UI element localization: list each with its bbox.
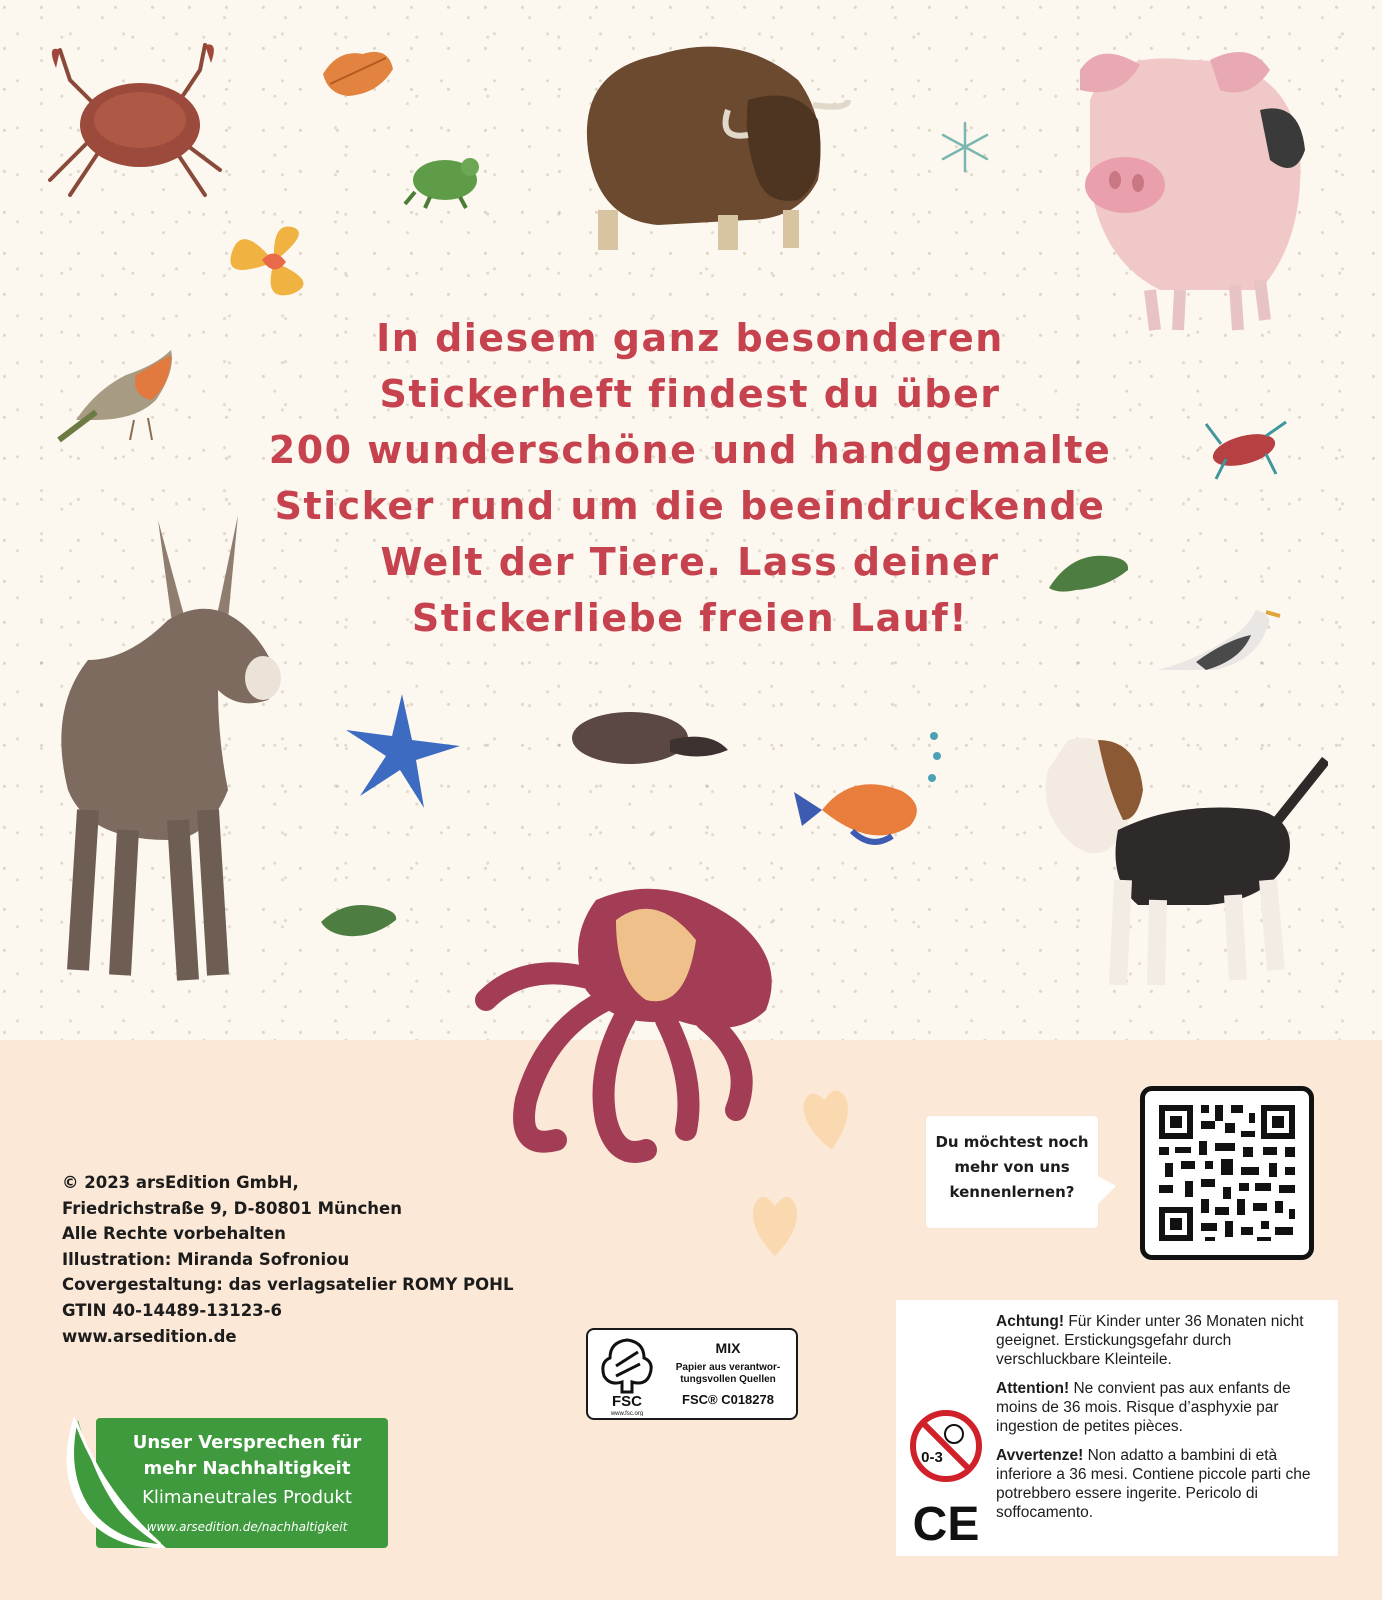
website-link[interactable]: www.arsedition.de [62, 1326, 237, 1346]
snowflake-icon [938, 120, 992, 174]
imprint-line: Illustration: Miranda Sofroniou [62, 1249, 350, 1269]
donkey-illustration [48, 510, 284, 990]
octopus-illustration [466, 880, 786, 1170]
robin-illustration [56, 330, 186, 445]
crab-illustration [30, 30, 250, 210]
sustainability-subtitle: Klimaneutrales Produkt [142, 1487, 352, 1508]
age-label: 0-3 [921, 1449, 943, 1466]
safety-warning [896, 1300, 1338, 1556]
fsc-mix: MIX [715, 1340, 741, 1356]
heart-icon-small [748, 1186, 802, 1258]
warning-it-text: Non adatto a bambini di età inferiore a 36 mesi. Contiene piccole parti che potrebbero essere ingerite. Pericolo di soffocamento. [996, 1447, 1311, 1521]
warning-it-title: Avvertenze! [996, 1447, 1084, 1464]
warning-de-title: Achtung! [996, 1313, 1065, 1330]
heart-icon [800, 1082, 854, 1152]
beagle-illustration [1028, 730, 1328, 1000]
warning-de [996, 1312, 1326, 1369]
qr-prompt-line: Du möchtest noch [935, 1133, 1089, 1151]
qr-prompt [926, 1130, 1098, 1205]
imprint-line: Alle Rechte vorbehalten [62, 1224, 286, 1244]
imprint-line: Friedrichstraße 9, D-80801 München [62, 1198, 402, 1218]
pig-illustration [1060, 40, 1330, 340]
musk-ox-illustration [568, 30, 858, 258]
fsc-label [586, 1328, 798, 1420]
fsc-desc-1: Papier aus verantwor- [675, 1362, 781, 1373]
warning-fr [996, 1379, 1326, 1436]
intro-line: Welt der Tiere. Lass deiner [380, 540, 1000, 584]
intro-text [260, 310, 1120, 646]
qr-speech-bubble [926, 1116, 1098, 1228]
ce-label: CE [912, 1498, 980, 1548]
warning-fr-text: Ne convient pas aux enfants de moins de 36 mois. Risque d’asphyxie par ingestion de petites pièces. [996, 1380, 1291, 1435]
sustainability-title-1: Unser Versprechen für [132, 1432, 362, 1453]
qr-prompt-line: kennenlernen? [949, 1183, 1075, 1201]
fsc-logo-text: FSC [612, 1393, 642, 1410]
imprint [62, 1170, 522, 1349]
fsc-desc-2: tungsvollen Quellen [680, 1374, 776, 1385]
intro-line: In diesem ganz besonderen [376, 316, 1004, 360]
intro-line: 200 wunderschöne und handgemalte [268, 428, 1112, 472]
warning-fr-title: Attention! [996, 1380, 1070, 1397]
imprint-line: © 2023 arsEdition GmbH, [62, 1173, 299, 1192]
flower-illustration [222, 222, 326, 302]
fsc-site: www.fsc.org [610, 1411, 644, 1416]
seagull-illustration [1156, 600, 1282, 692]
sustainability-title-2: mehr Nachhaltigkeit [143, 1458, 351, 1479]
qr-code-icon [1145, 1091, 1309, 1255]
qr-code[interactable] [1140, 1086, 1314, 1260]
autumn-leaf-illustration [318, 44, 398, 104]
intro-line: Stickerheft findest du über [379, 372, 1001, 416]
sustainability-url[interactable]: www.arsedition.de/nachhaltigkeit [146, 1520, 348, 1534]
sustainability-badge [62, 1412, 388, 1552]
age-warning-icon [908, 1408, 984, 1484]
warning-de-text: Für Kinder unter 36 Monaten nicht geeignet. Erstickungsgefahr durch verschluckbare Kleinteile. [996, 1313, 1304, 1368]
qr-prompt-line: mehr von uns [954, 1158, 1070, 1176]
platypus-illustration [570, 700, 730, 770]
imprint-line: Covergestaltung: das verlagsatelier ROMY POHL [62, 1275, 514, 1295]
imprint-line: GTIN 40-14489-13123-6 [62, 1300, 282, 1320]
intro-line: Sticker rund um die beeindruckende [274, 484, 1106, 528]
fsc-tree-icon [596, 1336, 658, 1416]
warning-it [996, 1446, 1326, 1522]
bug-illustration [1196, 414, 1292, 484]
ce-mark-icon [910, 1496, 982, 1548]
frog-illustration [400, 142, 490, 212]
fish-illustration [792, 766, 928, 852]
oak-leaf-illustration-small [318, 896, 400, 946]
fsc-code: FSC® C018278 [682, 1392, 774, 1407]
intro-line: Stickerliebe freien Lauf! [411, 596, 969, 640]
starfish-illustration [340, 690, 464, 814]
warning-text [996, 1312, 1326, 1532]
fsc-text [662, 1336, 794, 1407]
